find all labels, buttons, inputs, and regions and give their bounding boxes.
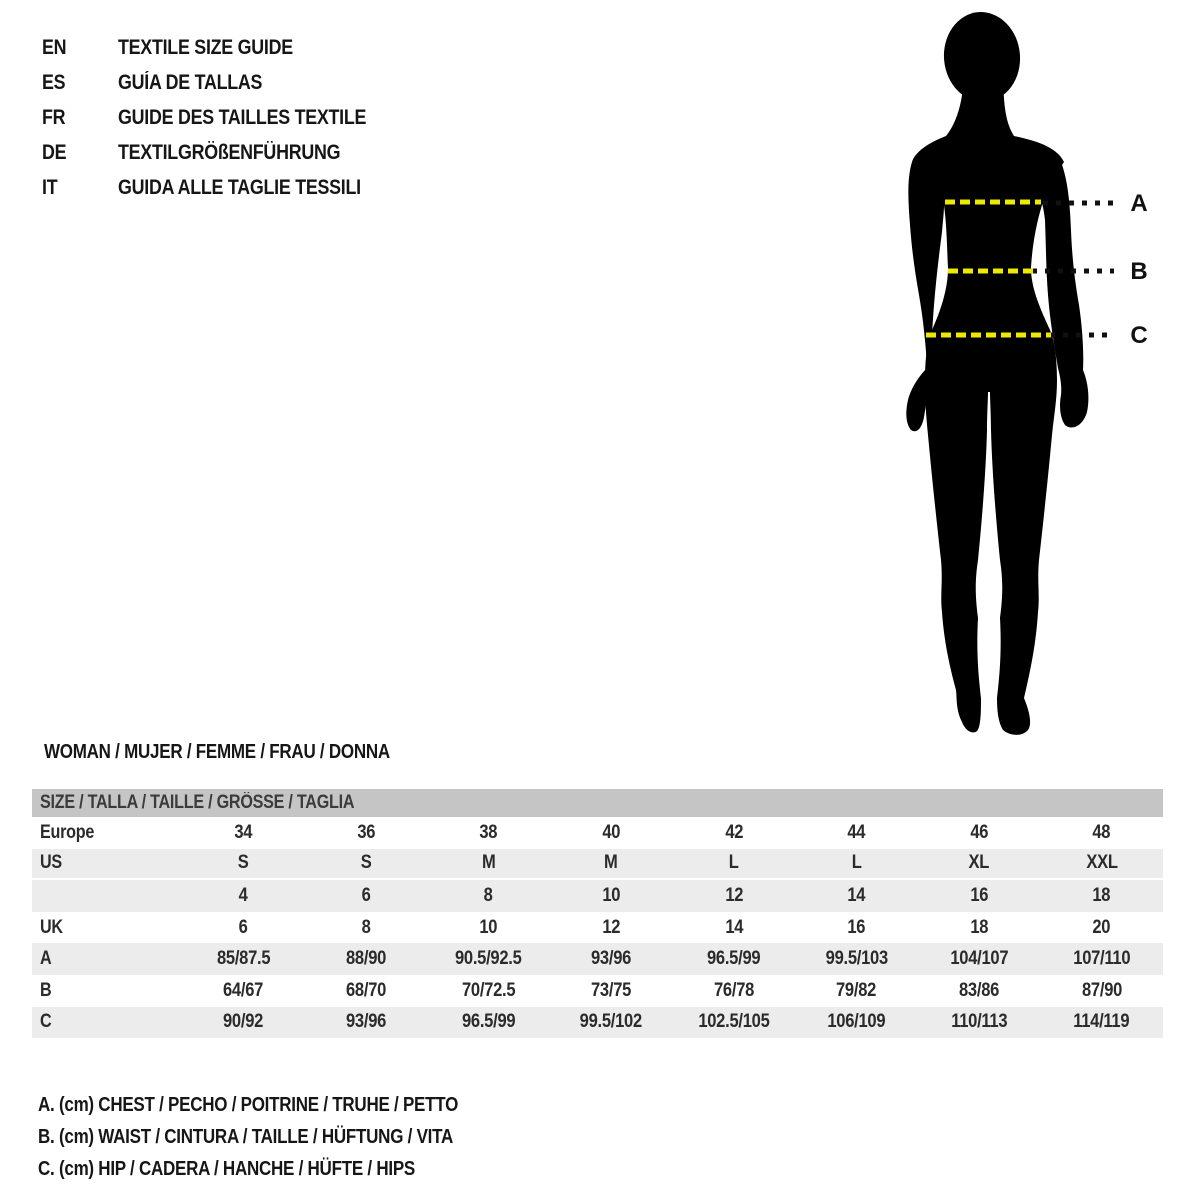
cell [305,822,428,844]
cell [795,1011,918,1033]
row-label [32,917,182,939]
cell [305,852,428,874]
cell-text: 107/110 [1073,948,1131,970]
cell [795,852,918,874]
language-title: GUIDE DES TAILLES TEXTILE [118,106,367,129]
table-header [32,789,1163,817]
cell [427,822,550,844]
cell-text: 104/107 [950,948,1009,970]
row-label-text: A [40,948,52,970]
legend-item-text: C. (cm) HIP / CADERA / HANCHE / HÜFTE / HIPS [38,1158,415,1180]
cell [305,917,428,939]
cell [795,885,918,907]
table-row-us-numeric [32,880,1163,912]
cell-text: XL [968,852,990,874]
row-label [32,948,182,970]
cell-text: 10 [479,916,498,938]
cell [305,948,428,970]
cell-text: XXL [1086,852,1118,874]
cell-text: 102.5/105 [698,1011,770,1033]
cell-text: 4 [238,884,248,906]
language-code: FR [42,106,66,129]
language-row-es [42,65,410,100]
marker-label-c: C [1130,322,1148,349]
cell [795,917,918,939]
cell [182,1011,305,1033]
cell-text: 6 [361,884,371,906]
legend-item-hip [38,1153,532,1185]
cell [427,1011,550,1033]
cell-text: 85/87.5 [216,948,270,970]
cell-text: 93/96 [345,1011,386,1033]
cell-text: 110/113 [951,1011,1008,1033]
cell-text: 96.5/99 [461,1011,516,1033]
cell-text: 90.5/92.5 [455,948,522,970]
cell [182,948,305,970]
cell-text: 64/67 [223,979,264,1001]
cell [550,917,673,939]
row-label [32,822,182,844]
cell [182,885,305,907]
marker-label-a: A [1130,190,1148,217]
row-label-text: B [40,979,52,1001]
cell [1040,1011,1163,1033]
measurement-figure [860,0,1170,760]
cell-text: 114/119 [1073,1011,1130,1033]
cell-text: 40 [602,821,621,843]
legend-item-waist [38,1121,532,1153]
row-label-text: C [40,1011,52,1033]
legend-item-text: B. (cm) WAIST / CINTURA / TAILLE / HÜFTUNG / VITA [38,1126,454,1148]
cell [427,885,550,907]
cell-text: S [237,852,249,874]
cell [918,980,1041,1002]
cell [427,852,550,874]
cell-text: 10 [602,884,621,906]
row-label [32,1011,182,1033]
language-title: GUÍA DE TALLAS [118,71,263,94]
cell-text: 68/70 [345,979,386,1001]
table-row-us [32,849,1163,881]
cell [305,980,428,1002]
cell [305,1011,428,1033]
row-label [32,852,182,874]
cell-text: 44 [847,821,866,843]
cell [427,948,550,970]
table-row-uk [32,912,1163,944]
cell-text: 99.5/103 [825,948,888,970]
cell [795,948,918,970]
marker-label-b: B [1130,258,1148,285]
cell [182,852,305,874]
cell [1040,948,1163,970]
row-label-text: UK [40,916,63,938]
cell [427,917,550,939]
cell-text: 48 [1092,821,1111,843]
cell [918,1011,1041,1033]
cell [918,822,1041,844]
cell-text: 38 [479,821,498,843]
language-title-list [42,30,410,205]
language-code: ES [42,71,66,94]
cell [1040,852,1163,874]
cell-text: 106/109 [827,1011,886,1033]
cell-text: L [851,852,862,874]
language-row-en [42,30,410,65]
cell-text: 12 [602,916,621,938]
cell [795,980,918,1002]
cell-text: 12 [724,884,743,906]
cell [673,885,796,907]
language-row-de [42,135,410,170]
cell-text: 18 [970,916,988,938]
cell [918,885,1041,907]
table-header-text: SIZE / TALLA / TAILLE / GRÖSSE / TAGLIA [40,792,355,813]
cell-text: 96.5/99 [707,948,761,970]
cell-text: 93/96 [591,948,632,970]
cell [918,917,1041,939]
row-label-text: US [40,852,62,874]
row-label-text: Europe [40,821,95,843]
table-row-waist [32,975,1163,1007]
cell-text: 42 [724,821,743,843]
language-code: IT [42,176,58,199]
cell-text: M [481,852,496,874]
cell [795,822,918,844]
cell-text: 8 [361,916,371,938]
woman-silhouette-svg [860,0,1170,760]
row-label [32,885,182,907]
table-row-europe [32,817,1163,849]
language-row-fr [42,100,410,135]
table-row-hip [32,1007,1163,1039]
size-table [32,789,1163,1038]
cell [1040,822,1163,844]
measurement-legend [38,1089,532,1185]
cell [673,1011,796,1033]
legend-item-chest [38,1089,532,1121]
cell [673,852,796,874]
cell-text: 36 [356,821,375,843]
language-code: EN [42,36,67,59]
cell-text: 79/82 [836,979,877,1001]
cell [550,885,673,907]
cell [550,852,673,874]
cell-text: 14 [847,884,866,906]
cell-text: L [728,852,739,874]
cell-text: S [360,852,372,874]
language-row-it [42,170,410,205]
cell-text: 83/86 [959,979,1000,1001]
cell [673,948,796,970]
cell-text: 73/75 [591,979,632,1001]
cell-text: 6 [238,916,248,938]
cell [1040,917,1163,939]
cell [550,980,673,1002]
cell [673,822,796,844]
cell-text: 87/90 [1081,979,1122,1001]
cell [918,852,1041,874]
cell-text: M [604,852,618,874]
cell-text: 16 [847,916,866,938]
cell [918,948,1041,970]
cell-text: 70/72.5 [461,979,516,1001]
section-title [44,741,451,764]
row-label [32,980,182,1002]
cell [1040,885,1163,907]
cell-text: 8 [484,884,494,906]
cell-text: 16 [970,884,988,906]
cell-text: 99.5/102 [580,1011,643,1033]
cell [550,822,673,844]
cell [305,885,428,907]
cell [550,1011,673,1033]
language-title: TEXTILGRÖßENFÜHRUNG [118,141,341,164]
cell-text: 20 [1092,916,1111,938]
cell [1040,980,1163,1002]
cell [182,822,305,844]
table-row-chest [32,943,1163,975]
section-title-text: WOMAN / MUJER / FEMME / FRAU / DONNA [44,741,390,763]
cell-text: 14 [724,916,743,938]
cell [550,948,673,970]
language-title: TEXTILE SIZE GUIDE [118,36,293,59]
cell-text: 18 [1092,884,1111,906]
cell-text: 76/78 [713,979,754,1001]
cell [673,980,796,1002]
legend-item-text: A. (cm) CHEST / PECHO / POITRINE / TRUHE / PETTO [38,1094,459,1116]
cell [427,980,550,1002]
cell-text: 90/92 [223,1011,264,1033]
language-code: DE [42,141,67,164]
cell-text: 46 [970,821,988,843]
cell-text: 88/90 [345,948,386,970]
cell [182,917,305,939]
language-title: GUIDA ALLE TAGLIE TESSILI [118,176,361,199]
cell [673,917,796,939]
cell [182,980,305,1002]
cell-text: 34 [234,821,253,843]
